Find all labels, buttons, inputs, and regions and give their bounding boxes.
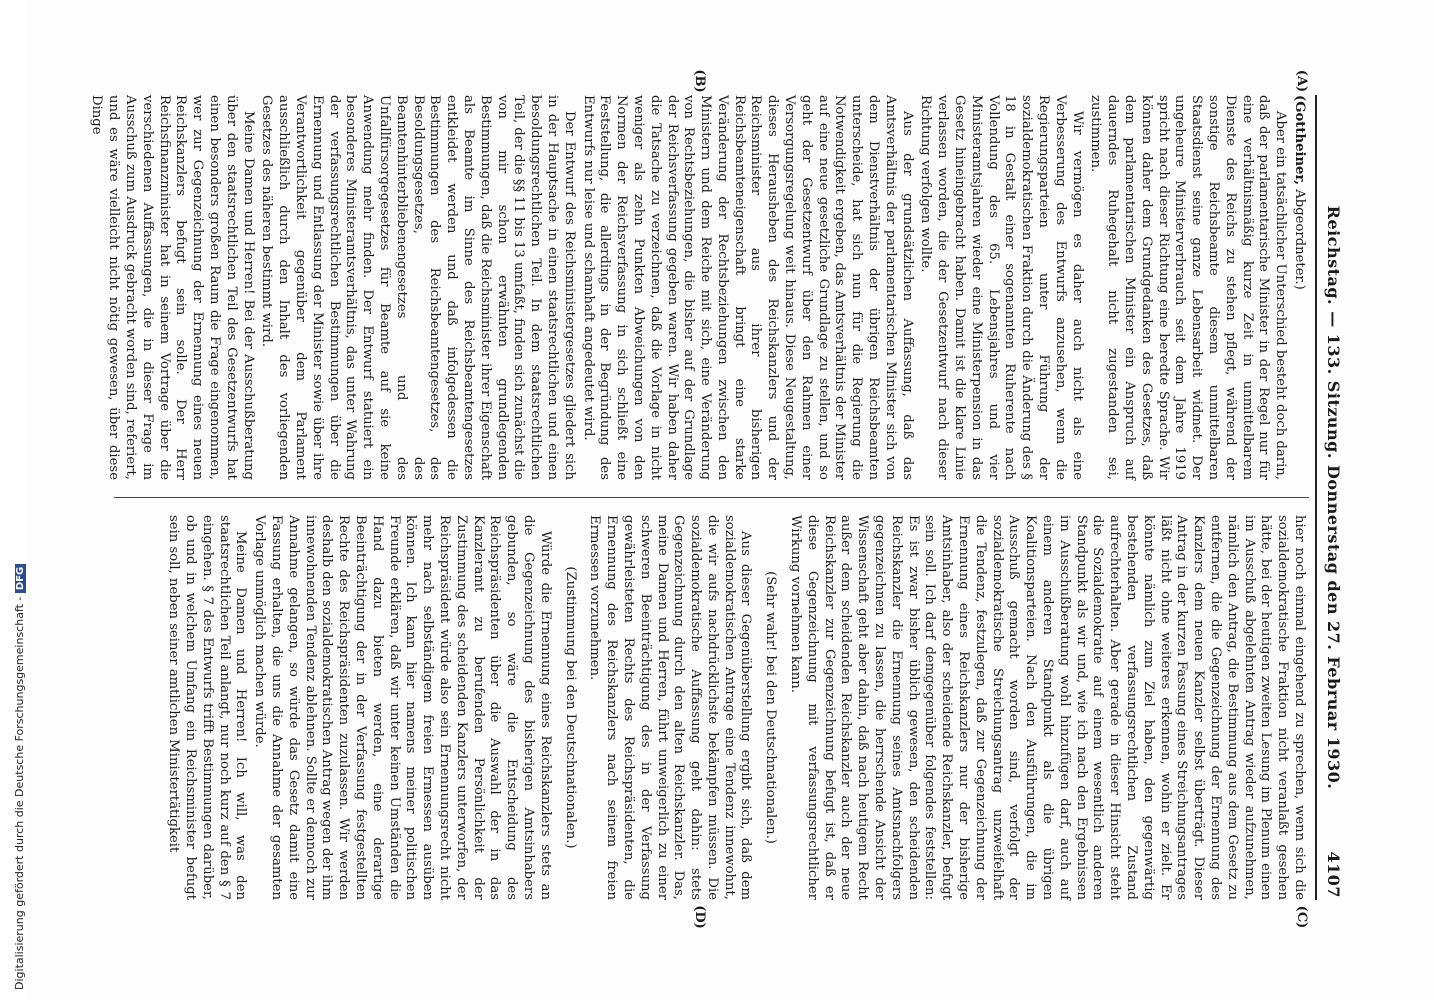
paragraph: Aber ein tatsächlicher Unterschied besteht doch darin, daß der parlamentarische Minister in der Regel nur für eine verhältnismäßig kurze Zeit in unmittelbarem Dienste des Reichs zu stehen pflegt, während der sonstige Reichsbeamte diesem unmittelbaren Staatsdienst seine ganze Lebensarbeit widmet. Der ungeheure Ministerverbrauch seit dem Jahre 1919 spricht nach dieser Richtung eine beredte Sprache. Wir können daher dem Grundgedanken des Gesetzes, daß dem parlamentarischen Minister ein Anspruch auf dauerndes Ruhegehalt nicht zugestanden sei, zustimmen.	[1088, 95, 1289, 480]
digitization-credit	[13, 560, 26, 990]
dfg-logo: DFG	[15, 564, 26, 593]
margin-marker-d: (D)	[692, 905, 707, 929]
column-divider	[114, 497, 1309, 498]
paragraph: Wir vermögen es daher auch nicht als eine Verbesserung des Entwurfs anzusehen, wenn die Regierungsparteien unter Führung der sozialdemokratischen Fraktion durch die Änderung des § 18 in Gestalt einer sogenannten Ruherente nach Vollendung des 65. Lebensjahres und vier Ministeramtsjahren wieder eine Ministerpension in das Gesetz hineingebracht haben. Damit ist die klare Linie verlassen worden, die der Gesetzentwurf nach dieser Richtung verfolgen wollte.	[918, 95, 1085, 480]
left-column	[89, 95, 1307, 480]
funding-text: Digitalisierung gefördert durch die Deutsche Forschungsgemeinschaft -	[13, 596, 26, 990]
interjection: (Zustimmung bei den Deutschnationalen.)	[562, 566, 578, 849]
paragraph: Der Entwurf des Reichsministergesetzes gliedert sich in der Hauptsache in einen staatsrechtlichen und einen besoldungsrechtlichen Teil. In dem staatsrechtlichen Teil, der die §§ 11 bis 13 umfaßt, finden sich zunächst die von mir schon erwähnten grundlegenden Bestimmungen, daß die Reichsminister ihrer Eigenschaft als Beamte im Sinne des Reichsbeamtengesetzes entkleidet werden und daß infolgedessen die Bestimmungen des Reichsbeamtengesetzes, des Besoldungsgesetzes, des Beamtenhinterbliebenengesetzes und des Unfallfürsorgegesetzes für Beamte auf sie keine Anwendung mehr finden. Der Entwurf statuiert ein besonderes Ministeramtsverhältnis, das unter Wahrung der verfassungsrechtlichen Bestimmungen über die Ernennung und Entlassung der Minister sowie über ihre Verantwortlichkeit gegenüber dem Parlament ausschließlich durch den Inhalt des vorliegenden Gesetzes des näheren bestimmt wird.	[259, 95, 577, 480]
margin-marker-a: (A)	[1294, 69, 1309, 93]
page-number: 4107	[1324, 851, 1343, 898]
margin-marker-b: (B)	[692, 69, 707, 93]
paragraph: Meine Damen und Herren! Bei der Ausschußberatung über den staatsrechtlichen Teil des Gesetzentwurfs hat einen besonders großen Raum die Frage eingenommen, wer zur Gegenzeichnung der Ernennung eines neuen Reichskanzlers befugt sein solle. Der Herr Reichsfinanzminister hat in seinem Vortrage über die verschiedenen Auffassungen, die in dieser Frage im Ausschuß zum Ausdruck gebracht worden sind, referiert, und es wäre vielleicht nicht nötig gewesen, über diese Dinge	[89, 95, 256, 480]
page-title: Reichstag. — 133. Sitzung. Donnerstag den 27. Februar 1930.	[1324, 205, 1343, 790]
page-header	[1315, 95, 1345, 900]
speaker-line	[1290, 95, 1307, 480]
rotated-page	[89, 69, 1345, 929]
margin-marker-c: (C)	[1294, 905, 1309, 929]
paragraph: Aus dieser Gegenüberstellung ergibt sich, daß dem sozialdemokratischen Antrage eine Tendenz innewohnt, die wir aufs nachdrücklichste bekämpfen müssen. Die sozialdemokratische Auffassung geht dahin: stets Gegenzeichnung durch den alten Reichskanzler. Das, meine Damen und Herren, führt unweigerlich zu einer schweren Beeinträchtigung des in der Verfassung gewährleisteten Rechts des Reichspräsidenten, die Ernennung des Reichskanzlers nach seinem freien Ermessen vorzunehmen.	[587, 515, 754, 900]
paragraph: Meine Damen und Herren! Ich will, was den staatsrechtlichen Teil anlangt, nur noch kurz auf den § 7 eingehen. § 7 des Entwurfs trifft Bestimmungen darüber, ob und in welchem Umfang ein Reichsminister befugt sein soll, neben seiner amtlichen Ministertätigkeit	[166, 515, 249, 900]
speaker-role: Abgeordneter.)	[1292, 189, 1307, 290]
interjection: (Sehr wahr! bei den Deutschnationalen.)	[763, 571, 779, 844]
paragraph: Aus der grundsätzlichen Auffassung, daß das Amtsverhältnis der parlamentarischen Minister sich von dem Dienstverhältnis der übrigen Reichsbeamten unterscheide, hat sich nun für die Regierung die Notwendigkeit ergeben, das Amtsverhältnis der Minister auf eine neue gesetzliche Grundlage zu stellen, und so geht der Gesetzentwurf über den Rahmen einer Versorgungsregelung weit hinaus. Diese Neugestaltung, dieses Herausheben des Reichskanzlers und der Reichsminister aus ihrer bisherigen Reichsbeamteneigenschaft bringt eine starke Veränderung der Rechtsbeziehungen zwischen den Ministern und dem Reiche mit sich, eine Veränderung von Rechtsbeziehungen, die bisher auf der Grundlage der Reichsverfassung gegeben waren. Wir haben daher die Tatsache zu verzeichnen, daß die Vorlage in nicht weniger als zehn Punkten Abweichungen von den Normen der Reichsverfassung in sich schließt eine Feststellung, die allerdings in der Begründung des Entwurfs nur leise und schamhaft angedeutet wird.	[580, 95, 915, 480]
paragraph: Würde die Ernennung eines Reichskanzlers stets an die Gegenzeichnung des bisherigen Amtsinhabers gebunden, so wäre die Entscheidung des Reichspräsidenten über die Auswahl der in das Kanzleramt zu berufenden Persönlichkeit der Zustimmung des scheidenden Kanzlers unterworfen, der Reichspräsident würde also sein Ernennungsrecht nicht mehr nach selbständigem freien Ermessen ausüben können. Ich kann hier namens meiner politischen Freunde erklären, daß wir unter keinen Umständen die Hand dazu bieten werden, eine derartige Beeinträchtigung der in der Verfassung festgestellten Rechte des Reichspräsidenten zuzulassen. Wir werden deshalb den sozialdemokratischen Antrag wegen der ihm innewohnenden Tendenz ablehnen. Sollte er dennoch zur Annahme gelangen, so würde das Gesetz damit eine Fassung erhalten, die uns die Annahme der gesamten Vorlage unmöglich machen würde.	[252, 515, 553, 900]
speaker-name: (Gottheiner,	[1292, 95, 1307, 186]
footer-strip	[0, 0, 26, 1000]
right-column	[112, 515, 1307, 900]
paragraph: hier noch einmal eingehend zu sprechen, wenn sich die sozialdemokratische Fraktion nicht veranlaßt gesehen hätte, bei der heutigen zweiten Lesung im Plenum einen im Ausschuß abgelehnten Antrag wieder aufzunehmen, nämlich den Antrag, die Bestimmung aus dem Gesetz zu entfernen, die die Gegenzeichnung der Ernennung des Kanzlers dem neuen Kanzler selbst überträgt. Dieser Antrag in der kurzen Fassung eines Streichungsantrages läßt nicht ohne weiteres erkennen, wohin er zielt. Er könnte nämlich zum Ziel haben, den gegenwärtig bestehenden verfassungsrechtlichen Zustand aufrechterhalten. Aber gerade in dieser Hinsicht steht die Sozialdemokratie auf einem wesentlich anderen Standpunkt als wir und, wie ich nach den Ergebnissen im Ausschußberatung wohl hinzufügen darf, auch auf einem anderen Standpunkt als die übrigen Koalitionsparteien. Nach den Ausführungen, die im Ausschuß gemacht worden sind, verfolgt der sozialdemokratische Streichungsantrag unzweifelhaft die Tendenz, festzulegen, daß zur Gegenzeichnung der Ernennung eines Reichskanzlers nur der bisherige Amtsinhaber, also der scheidende Reichskanzler, befugt sein soll. Ich darf demgegenüber folgendes feststellen: Es ist zwar bisher üblich gewesen, den scheidenden Reichskanzler die Ernennung seines Amtsnachfolgers gegenzeichnen zu lassen, die herrschende Ansicht der Wissenschaft geht aber dahin, daß nach heutigem Recht außer dem scheidenden Reichskanzler auch der neue Reichskanzler zur Gegenzeichnung befugt ist, daß er diese Gegenzeichnung mit verfassungsrechtlicher Wirkung vornehmen kann.	[788, 515, 1307, 900]
